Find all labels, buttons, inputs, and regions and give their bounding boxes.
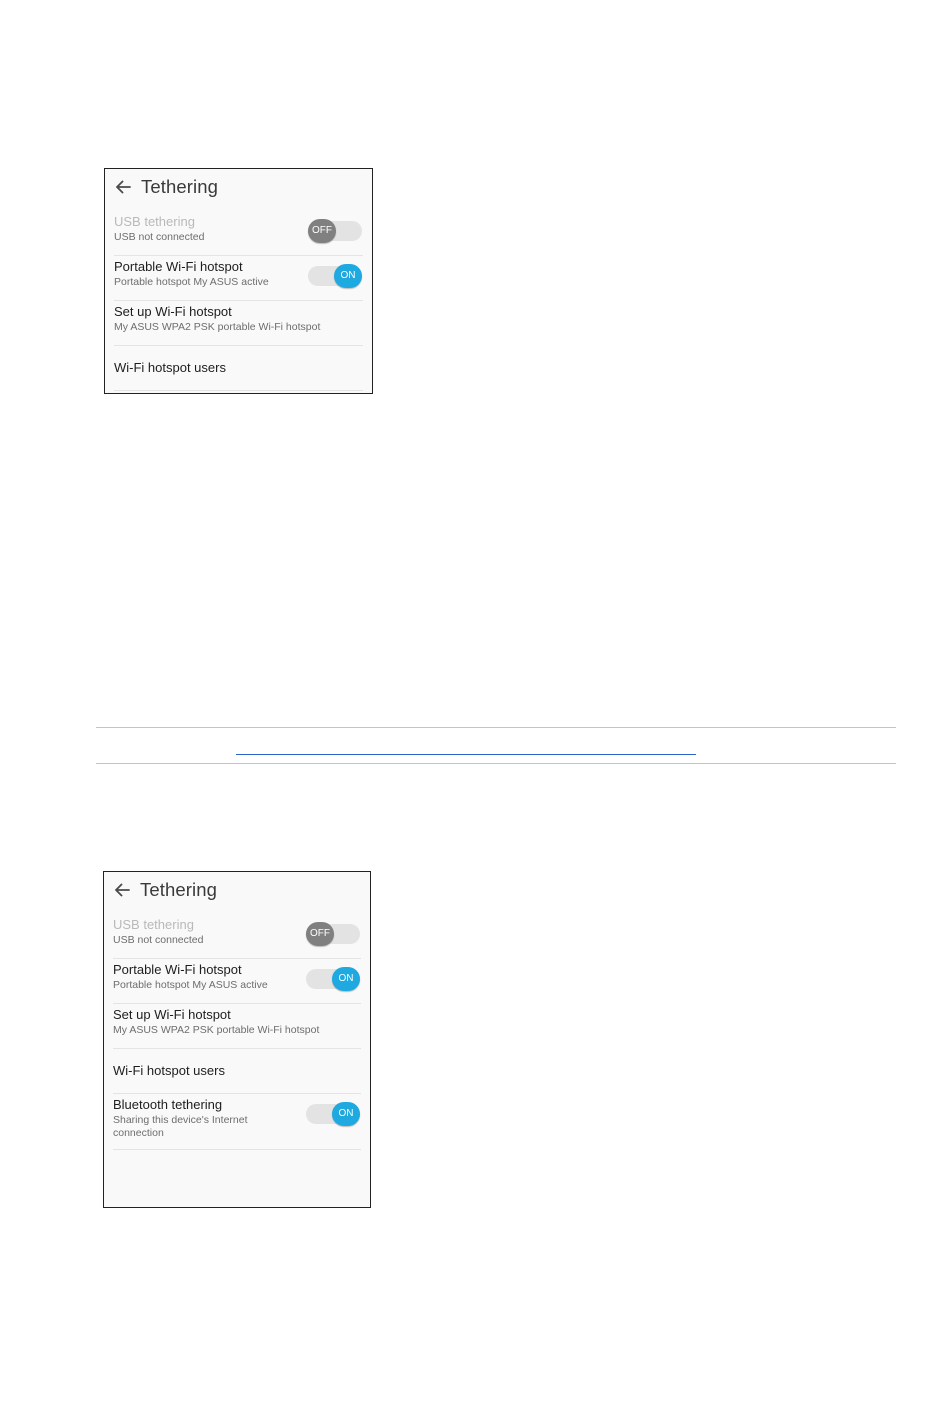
wifi-hotspot-toggle[interactable] (308, 266, 362, 286)
arrow-left-icon[interactable] (114, 178, 132, 196)
setup-hotspot-detail: My ASUS WPA2 PSK portable Wi-Fi hotspot (114, 321, 321, 333)
bluetooth-tethering-status: Sharing this device's Internet connection (113, 1114, 248, 1139)
bluetooth-tethering-row[interactable] (113, 1094, 361, 1150)
toggle-knob: OFF (308, 219, 336, 243)
usb-tethering-toggle[interactable] (308, 221, 362, 241)
wifi-hotspot-label: Portable Wi-Fi hotspot (113, 962, 242, 977)
wifi-hotspot-toggle[interactable] (306, 969, 360, 989)
divider-bottom (96, 763, 896, 764)
hotspot-users-row[interactable] (114, 346, 363, 391)
app-bar (104, 872, 370, 908)
setup-hotspot-row[interactable] (113, 1004, 361, 1049)
wifi-hotspot-status: Portable hotspot My ASUS active (114, 276, 269, 288)
setup-hotspot-row[interactable] (114, 301, 363, 346)
wifi-hotspot-row[interactable] (114, 256, 363, 301)
setup-hotspot-label: Set up Wi-Fi hotspot (114, 304, 232, 319)
toggle-knob: OFF (306, 922, 334, 946)
tethering-screen-2 (103, 871, 371, 1208)
wifi-hotspot-status: Portable hotspot My ASUS active (113, 979, 268, 991)
page-title: Tethering (140, 879, 218, 900)
usb-tethering-label: USB tethering (113, 917, 194, 932)
wifi-hotspot-label: Portable Wi-Fi hotspot (114, 259, 243, 274)
wifi-hotspot-row[interactable] (113, 959, 361, 1004)
tethering-list (105, 211, 372, 391)
divider-top (96, 727, 896, 728)
hotspot-users-row[interactable] (113, 1049, 361, 1094)
usb-tethering-label: USB tethering (114, 214, 195, 229)
usb-tethering-row[interactable] (114, 211, 363, 256)
tethering-list (104, 914, 370, 1150)
link-underline[interactable] (236, 754, 696, 755)
app-bar (105, 169, 372, 205)
setup-hotspot-detail: My ASUS WPA2 PSK portable Wi-Fi hotspot (113, 1024, 320, 1036)
usb-tethering-row[interactable] (113, 914, 361, 959)
hotspot-users-label: Wi-Fi hotspot users (113, 1063, 225, 1078)
bluetooth-tethering-label: Bluetooth tethering (113, 1097, 223, 1112)
arrow-left-icon[interactable] (113, 881, 131, 899)
toggle-knob: ON (332, 1102, 360, 1126)
tethering-screen-1 (104, 168, 373, 394)
setup-hotspot-label: Set up Wi-Fi hotspot (113, 1007, 231, 1022)
toggle-knob: ON (334, 264, 362, 288)
usb-tethering-status: USB not connected (113, 934, 204, 946)
page-title: Tethering (141, 176, 219, 197)
usb-tethering-toggle[interactable] (306, 924, 360, 944)
usb-tethering-status: USB not connected (114, 231, 205, 243)
bluetooth-tethering-toggle[interactable] (306, 1104, 360, 1124)
toggle-knob: ON (332, 967, 360, 991)
hotspot-users-label: Wi-Fi hotspot users (114, 360, 226, 375)
